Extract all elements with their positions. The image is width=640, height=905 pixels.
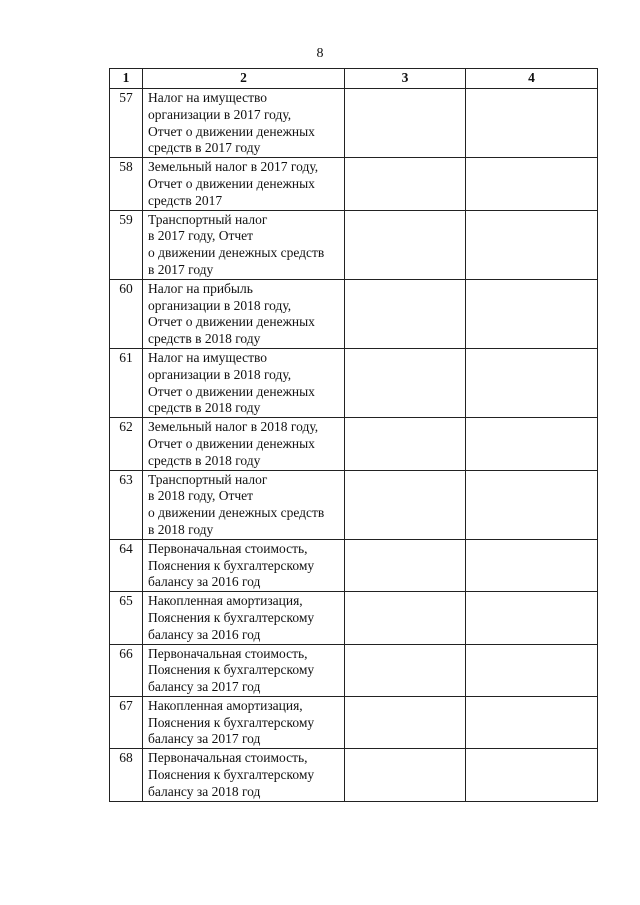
table-header — [110, 69, 598, 89]
row-number: 66 — [110, 644, 143, 696]
row-col-4 — [466, 158, 598, 210]
table-row — [110, 696, 598, 748]
row-number: 60 — [110, 279, 143, 348]
row-col-4 — [466, 749, 598, 801]
row-number: 63 — [110, 470, 143, 539]
row-number: 68 — [110, 749, 143, 801]
header-col-2: 2 — [143, 69, 345, 89]
row-col-3 — [345, 89, 466, 158]
row-col-4 — [466, 348, 598, 417]
header-row — [110, 69, 598, 89]
row-col-3 — [345, 348, 466, 417]
row-col-3 — [345, 210, 466, 279]
row-col-4 — [466, 696, 598, 748]
row-name: Земельный налог в 2017 году, Отчет о движении денежных средств 2017 — [143, 158, 345, 210]
table-row — [110, 158, 598, 210]
row-number: 57 — [110, 89, 143, 158]
row-number: 67 — [110, 696, 143, 748]
row-number: 64 — [110, 539, 143, 591]
table-row — [110, 592, 598, 644]
row-name: Первоначальная стоимость, Пояснения к бухгалтерскому балансу за 2017 год — [143, 644, 345, 696]
table-row — [110, 470, 598, 539]
row-col-4 — [466, 210, 598, 279]
row-name: Налог на имущество организации в 2018 году, Отчет о движении денежных средств в 2018 году — [143, 348, 345, 417]
row-number: 61 — [110, 348, 143, 417]
table-row — [110, 89, 598, 158]
row-name: Накопленная амортизация, Пояснения к бухгалтерскому балансу за 2016 год — [143, 592, 345, 644]
row-col-3 — [345, 539, 466, 591]
row-name: Первоначальная стоимость, Пояснения к бухгалтерскому балансу за 2016 год — [143, 539, 345, 591]
row-name: Налог на имущество организации в 2017 году, Отчет о движении денежных средств в 2017 году — [143, 89, 345, 158]
page-number: 8 — [316, 46, 324, 61]
row-col-3 — [345, 470, 466, 539]
row-name: Транспортный налог в 2017 году, Отчет о движении денежных средств в 2017 году — [143, 210, 345, 279]
row-col-4 — [466, 539, 598, 591]
row-col-4 — [466, 89, 598, 158]
table-body — [110, 89, 598, 802]
header-col-3: 3 — [345, 69, 466, 89]
row-number: 62 — [110, 418, 143, 470]
row-name: Земельный налог в 2018 году, Отчет о движении денежных средств в 2018 году — [143, 418, 345, 470]
table-row — [110, 418, 598, 470]
header-col-1: 1 — [110, 69, 143, 89]
table-row — [110, 279, 598, 348]
document-table — [109, 68, 598, 802]
row-col-3 — [345, 749, 466, 801]
row-number: 58 — [110, 158, 143, 210]
row-number: 65 — [110, 592, 143, 644]
row-name: Первоначальная стоимость, Пояснения к бухгалтерскому балансу за 2018 год — [143, 749, 345, 801]
header-col-4: 4 — [466, 69, 598, 89]
row-col-3 — [345, 696, 466, 748]
row-number: 59 — [110, 210, 143, 279]
row-col-4 — [466, 470, 598, 539]
row-col-4 — [466, 592, 598, 644]
row-name: Транспортный налог в 2018 году, Отчет о движении денежных средств в 2018 году — [143, 470, 345, 539]
row-col-4 — [466, 644, 598, 696]
table-row — [110, 539, 598, 591]
table-row — [110, 749, 598, 801]
table-row — [110, 644, 598, 696]
table-row — [110, 348, 598, 417]
row-col-3 — [345, 418, 466, 470]
row-col-4 — [466, 418, 598, 470]
table-row — [110, 210, 598, 279]
row-col-3 — [345, 158, 466, 210]
row-name: Налог на прибыль организации в 2018 году, Отчет о движении денежных средств в 2018 году — [143, 279, 345, 348]
row-name: Накопленная амортизация, Пояснения к бухгалтерскому балансу за 2017 год — [143, 696, 345, 748]
row-col-3 — [345, 279, 466, 348]
row-col-4 — [466, 279, 598, 348]
row-col-3 — [345, 644, 466, 696]
row-col-3 — [345, 592, 466, 644]
